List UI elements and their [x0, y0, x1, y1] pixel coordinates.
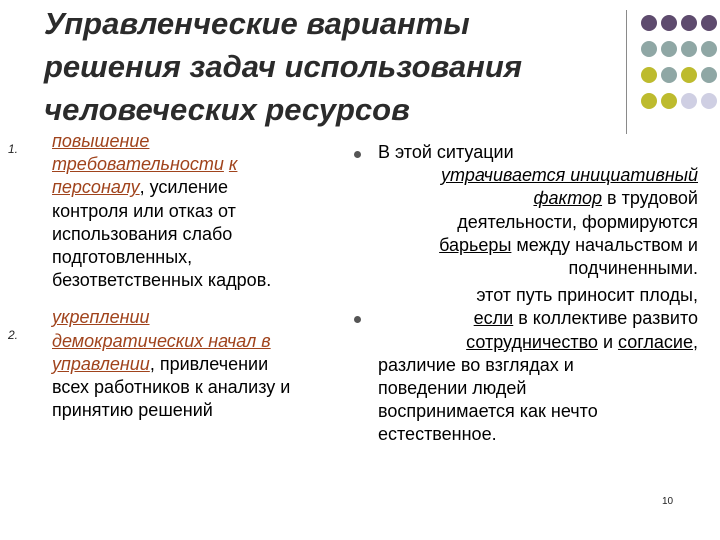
bullet-icon [354, 316, 361, 323]
b2-emphasis-3a: сотрудничество [466, 331, 598, 352]
b1-line-1: В этой ситуации [378, 142, 514, 162]
title-line-2: решения задач использования [44, 49, 523, 84]
item2-line-4: всех работников к анализу и [52, 377, 291, 398]
b1-text-3: в трудовой [602, 188, 698, 209]
decorative-dot [641, 93, 657, 109]
decorative-divider [626, 10, 627, 134]
decorative-dot [641, 41, 657, 57]
item1-line-5: использования слабо [52, 223, 233, 244]
item1-emphasis-2: требовательности [52, 154, 224, 175]
decorative-dot [661, 41, 677, 57]
item2-line-5: принятию решений [52, 400, 213, 421]
decorative-dot [681, 15, 697, 31]
list-number-1: 1. [8, 142, 19, 156]
decorative-dot [701, 41, 717, 57]
b1-line-6: подчиненными. [568, 258, 698, 279]
left-column [52, 130, 352, 422]
decorative-dot [681, 67, 697, 83]
b2-line-3 [378, 331, 698, 354]
item1-text-3: , усиление [139, 177, 228, 198]
item1-line-3 [52, 176, 352, 199]
bullet-block-2 [378, 284, 698, 446]
decorative-dot [701, 15, 717, 31]
b2-line-2 [378, 307, 698, 330]
item1-emphasis-3: персоналу [52, 177, 140, 198]
list-number-2: 2. [8, 328, 19, 342]
item1-emphasis-2b: к [228, 154, 238, 175]
page-number: 10 [662, 496, 674, 507]
item1-line-7: безответственных кадров. [52, 270, 272, 291]
b1-line-4: деятельности, формируются [457, 211, 698, 232]
item1-line-6: подготовленных, [52, 247, 193, 268]
b2-line-6: воспринимается как нечто [378, 401, 598, 422]
title-line-1: Управленческие варианты [44, 6, 470, 41]
b2-text-3a: и [597, 331, 619, 352]
b1-line-5 [378, 234, 698, 257]
decorative-dot [661, 15, 677, 31]
item2-line-3 [52, 353, 352, 376]
decorative-dot [681, 41, 697, 57]
b2-line-7: естественное. [378, 424, 497, 445]
item2-text-3: , привлечении [149, 353, 269, 374]
list-item-1 [52, 130, 352, 292]
decorative-dot [701, 93, 717, 109]
decorative-dot [701, 67, 717, 83]
item1-line-2 [52, 153, 352, 176]
b2-text-3b: , [692, 331, 698, 352]
item2-line-2: демократических начал в [52, 330, 271, 351]
decorative-dot [681, 93, 697, 109]
right-column [378, 141, 698, 447]
decorative-dot [641, 67, 657, 83]
item1-line-1: повышение [52, 131, 150, 151]
slide-title [44, 2, 604, 131]
bullet-icon [354, 151, 361, 158]
decorative-dot [641, 15, 657, 31]
b2-emphasis-3b: согласие [618, 331, 693, 352]
b1-emphasis-5: барьеры [439, 234, 512, 255]
b2-text-2: в коллективе развито [513, 308, 698, 329]
b2-emphasis-2: если [473, 308, 514, 329]
b2-line-1: этот путь приносит плоды, [476, 285, 698, 306]
title-line-3: человеческих ресурсов [44, 92, 410, 127]
decorative-dot [661, 67, 677, 83]
decorative-dot-grid [640, 14, 720, 114]
b1-text-5: между начальством и [511, 234, 698, 255]
b1-emphasis-2: утрачивается инициативный [441, 165, 698, 186]
decorative-dot [661, 93, 677, 109]
b1-emphasis-3: фактор [533, 188, 603, 209]
item2-emphasis-3: управлении [52, 353, 150, 374]
item1-line-4: контроля или отказ от [52, 200, 236, 221]
list-item-2 [52, 306, 352, 422]
b1-line-2 [378, 164, 698, 187]
item2-line-1: укреплении [52, 307, 150, 328]
b2-line-5: поведении людей [378, 378, 527, 399]
b2-line-4: различие во взглядах и [378, 354, 574, 375]
b1-line-3 [378, 187, 698, 210]
bullet-block-1 [378, 141, 698, 280]
